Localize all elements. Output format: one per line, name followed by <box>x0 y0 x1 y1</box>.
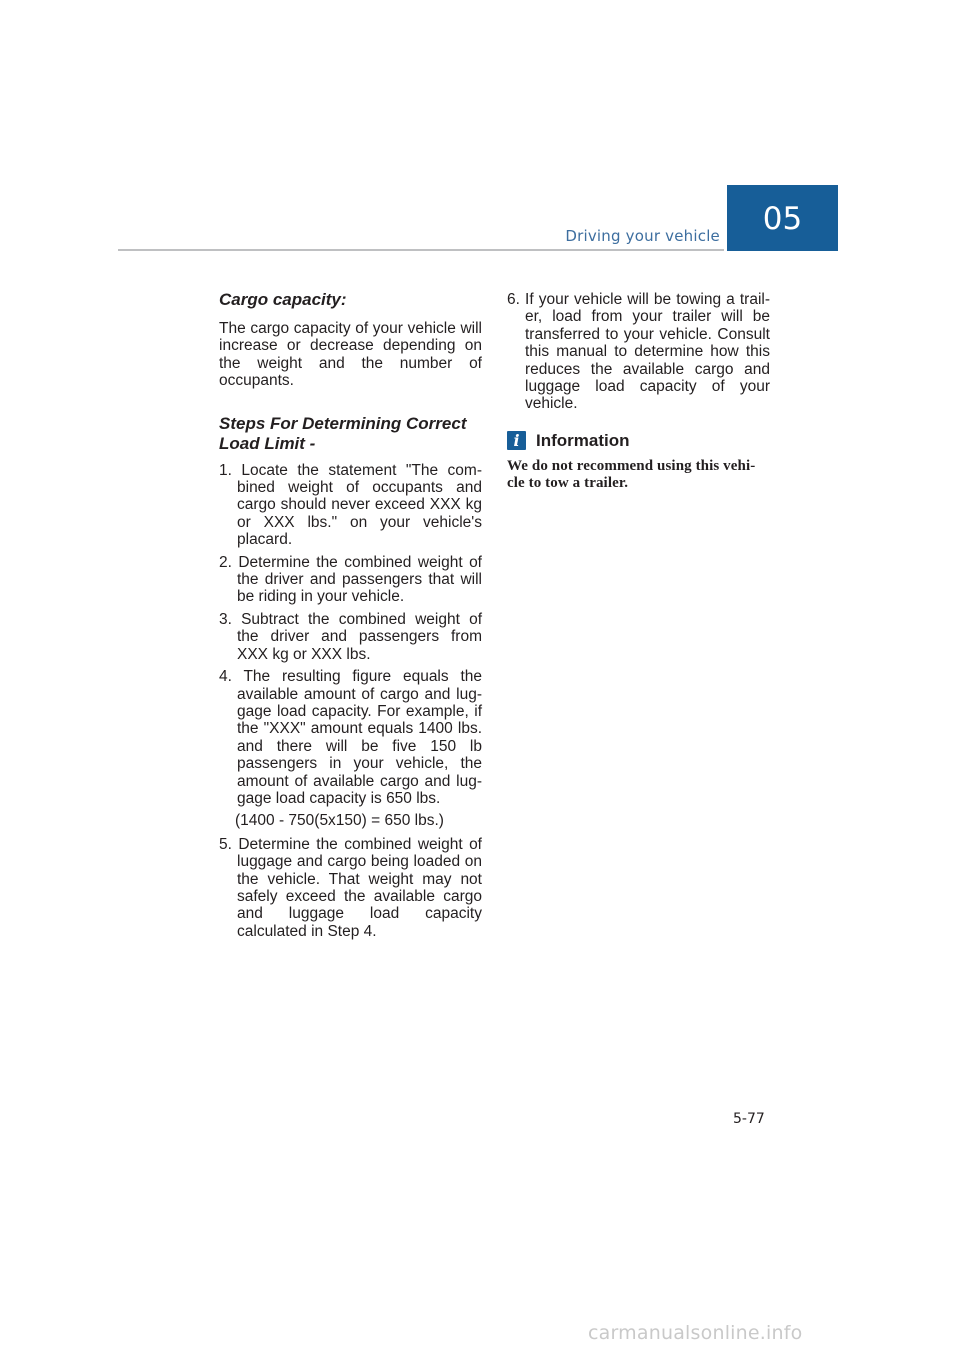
cargo-capacity-text: The cargo capacity of your vehicle will increase or decrease depending on the weight and the number of occupants. <box>219 320 482 390</box>
step-6: 6. If your vehicle will be towing a trail-er, load from your trailer will be transferred to your vehicle. Consult this manual to determine how this reduces the available cargo and luggage load capacity of your vehicle. <box>507 291 770 413</box>
header-rule <box>118 249 724 251</box>
steps-heading-line1: Steps For Determining Correct <box>219 413 467 433</box>
info-icon: i <box>507 431 526 450</box>
left-column <box>219 290 482 945</box>
information-header <box>507 431 770 451</box>
steps-heading <box>219 414 482 454</box>
information-line-2: cle to tow a trailer. <box>507 475 629 492</box>
step-3: 3. Subtract the combined weight of the driver and passengers from XXX kg or XXX lbs. <box>219 610 482 663</box>
right-column <box>507 291 770 493</box>
steps-list <box>219 462 482 941</box>
watermark: carmanualsonline.info <box>588 1322 803 1344</box>
step-1: 1. Locate the statement "The com-bined weight of occupants and cargo should never exceed XXX kg or XXX lbs." on your vehicle's placard. <box>219 461 482 549</box>
calculation-example: (1400 - 750(5x150) = 650 lbs.) <box>235 812 444 830</box>
information-title: Information <box>536 430 630 450</box>
chapter-tab: 05 <box>727 185 838 251</box>
section-title: Driving your vehicle <box>565 227 720 245</box>
step-5: 5. Determine the combined weight of luggage and cargo being loaded on the vehicle. That weight may not safely exceed the available cargo and luggage load capacity calculated in Step 4. <box>219 835 482 940</box>
page-number: 5-77 <box>733 1111 765 1127</box>
cargo-capacity-heading: Cargo capacity: <box>219 290 347 309</box>
steps-heading-line2: Load Limit - <box>219 433 316 453</box>
information-text <box>507 458 770 493</box>
information-line-1: We do not recommend using this vehi- <box>507 457 756 474</box>
step-2: 2. Determine the combined weight of the driver and passengers that will be riding in your vehicle. <box>219 553 482 606</box>
step-4: 4. The resulting figure equals the available amount of cargo and lug-gage load capacity. For example, if the "XXX" amount equals 1400 lbs. and there will be five 150 lb passengers in your vehicle, the amount of available cargo and lug-gage load capacity is 650 lbs. <box>219 668 482 807</box>
